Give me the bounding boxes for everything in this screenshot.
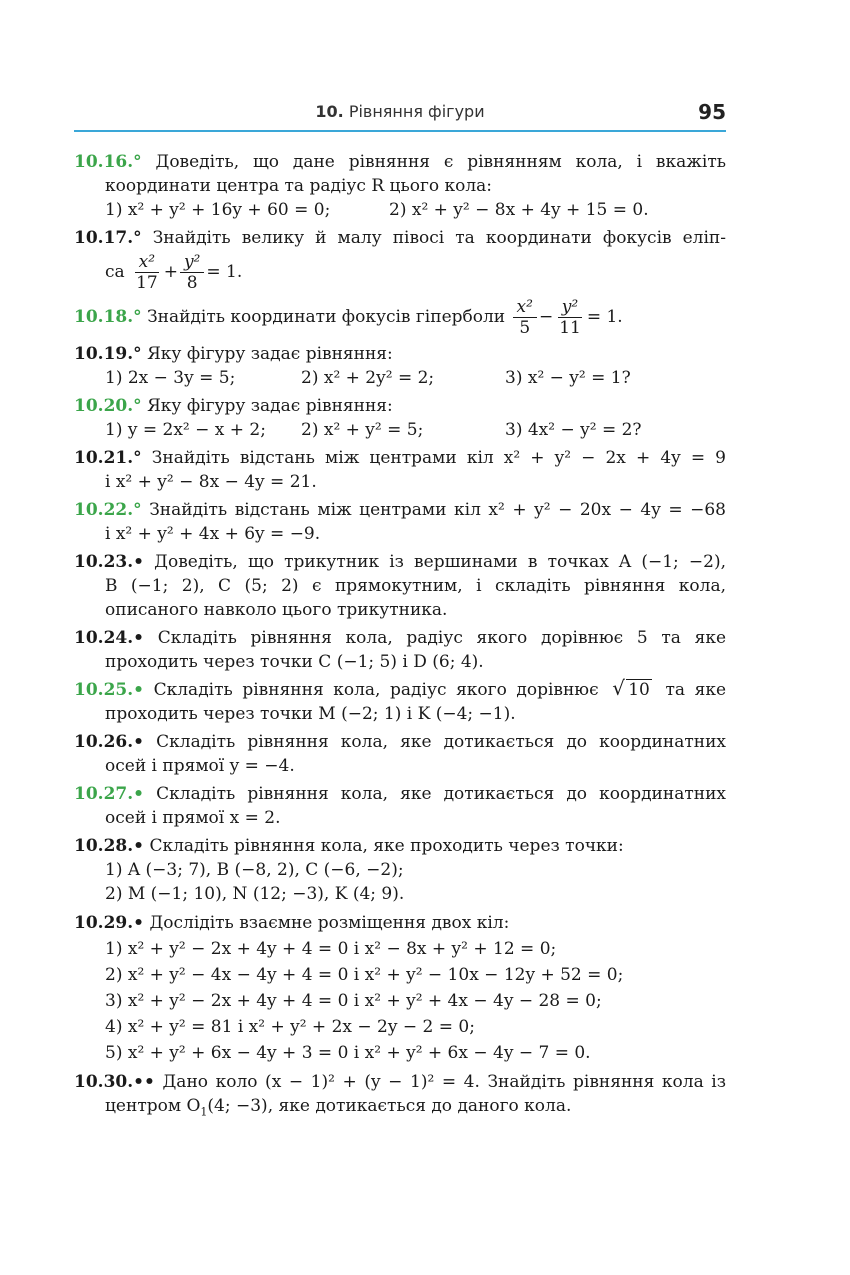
item-2: 2) x² + y² − 4x − 4y + 4 = 0 і x² + y² − 10x − 12y + 52 = 0; (105, 965, 624, 985)
exercise-10-22 (74, 498, 726, 546)
exercise-10-18: 10.18.° Знайдіть координати фокусів гіперболи $\frac{\text{x²}}{5}$ − $\frac{\text{y²}}{11}$ = 1. (74, 297, 623, 338)
exercise-list (74, 150, 726, 1128)
fraction: $\frac{\text{x²}}{5}$ (513, 297, 537, 338)
equation-rhs: = 1. (206, 262, 243, 282)
item-1: 1) y = 2x² − x + 2; (105, 420, 266, 440)
item-3: 3) 4x² − y² = 2? (505, 420, 642, 440)
exercise-number: 10.28.• (74, 836, 145, 856)
item-3: 3) x² + y² − 2x + 4y + 4 = 0 і x² + y² + 4x − 4y − 28 = 0; (105, 991, 602, 1011)
exercise-text-cont: проходить через точки C (−1; 5) і D (6; 4). (105, 652, 484, 672)
exercise-10-19 (74, 342, 726, 390)
chapter-number: 10. (315, 102, 344, 121)
exercise-text: Складіть рівняння кола, яке проходить через точки: (149, 836, 624, 856)
exercise-number: 10.24.• (74, 628, 145, 648)
square-root: √ 10 (612, 678, 652, 702)
exercise-10-29 (74, 910, 726, 1066)
exercise-text-cont: описаного навколо цього трикутника. (105, 600, 448, 620)
exercise-text: Яку фігуру задає рівняння: (147, 396, 393, 416)
exercise-number: 10.17.° (74, 228, 142, 248)
exercise-text: Дослідіть взаємне розміщення двох кіл: (149, 913, 510, 933)
page-number: 95 (698, 100, 726, 124)
exercise-text-cont: центром $O_1(4$; −3), яке дотикається до даного кола. (105, 1096, 572, 1119)
item-2: 2) x² + y² = 5; (301, 420, 424, 440)
exercise-text-cont: і x² + y² − 8x − 4y = 21. (105, 472, 317, 492)
exercise-text: Яку фігуру задає рівняння: (147, 344, 393, 364)
item-2: 2) M (−1; 10), N (12; −3), K (4; 9). (105, 884, 405, 904)
equation-rhs: = 1. (586, 307, 623, 327)
fraction: $\frac{\text{y²}}{11}$ (559, 297, 581, 338)
exercise-10-16 (74, 150, 726, 222)
exercise-text-cont: осей і прямої y = −4. (105, 756, 295, 776)
exercise-text: Складіть рівняння кола, радіус якого дорівнює 5 та яке (157, 628, 726, 648)
running-title (74, 102, 726, 121)
exercise-10-24 (74, 626, 726, 674)
exercise-text: Знайдіть відстань між центрами кіл x² + y² − 2x + 4y = 9 (151, 448, 726, 468)
exercise-number: 10.30.•• (74, 1072, 155, 1092)
item-4: 4) x² + y² = 81 і x² + y² + 2x − 2y − 2 = 0; (105, 1017, 475, 1037)
exercise-number: 10.25.• (74, 680, 145, 700)
exercise-number: 10.16.° (74, 152, 142, 172)
exercise-number: 10.22.° (74, 500, 142, 520)
item-1: 1) x² + y² + 16y + 60 = 0; (105, 200, 331, 220)
page-header (74, 100, 726, 132)
exercise-10-23 (74, 550, 726, 622)
chapter-title: Рівняння фігури (348, 102, 485, 121)
fraction: $\frac{\text{x²}}{17}$ (136, 252, 158, 293)
exercise-text: Знайдіть відстань між центрами кіл x² + y² − 20x − 4y = −68 (149, 500, 726, 520)
item-1: 1) A (−3; 7), B (−8, 2), C (−6, −2); (105, 860, 404, 880)
exercise-text-cont: B (−1; 2), C (5; 2) є прямокутним, і складіть рівняння кола, (105, 576, 726, 596)
exercise-number: 10.18.° (74, 307, 142, 327)
exercise-text: Доведіть, що трикутник із вершинами в точках A (−1; −2), (154, 552, 727, 572)
item-5: 5) x² + y² + 6x − 4y + 3 = 0 і x² + y² + 6x − 4y − 7 = 0. (105, 1043, 591, 1063)
exercise-10-20 (74, 394, 726, 442)
exercise-text: Складіть рівняння кола, яке дотикається до координатних (156, 784, 727, 804)
item-1: 1) 2x − 3y = 5; (105, 368, 236, 388)
exercise-text: Доведіть, що дане рівняння є рівнянням кола, і вкажіть (155, 152, 726, 172)
exercise-number: 10.29.• (74, 913, 145, 933)
exercise-10-26 (74, 730, 726, 778)
exercise-number: 10.26.• (74, 732, 145, 752)
exercise-10-27 (74, 782, 726, 830)
item-1: 1) x² + y² − 2x + 4y + 4 = 0 і x² − 8x + y² + 12 = 0; (105, 939, 557, 959)
exercise-text-cont: і x² + y² + 4x + 6y = −9. (105, 524, 321, 544)
exercise-number: 10.23.• (74, 552, 145, 572)
item-2: 2) x² + 2y² = 2; (301, 368, 435, 388)
exercise-10-25 (74, 678, 726, 726)
exercise-text-cont: координати центра та радіус R цього кола: (105, 176, 493, 196)
exercise-text: Знайдіть координати фокусів гіперболи (147, 307, 506, 327)
exercise-10-17: 10.17.° Знайдіть велику й малу півосі та координати фокусів еліп- са $\frac{\text{x²}}{17}$ + $\frac{\text{y²}}{8}$ = 1. (74, 228, 726, 293)
fraction: $\frac{\text{y²}}{8}$ (180, 252, 204, 293)
exercise-number: 10.21.° (74, 448, 142, 468)
exercise-10-30 (74, 1070, 726, 1124)
exercise-number: 10.19.° (74, 344, 142, 364)
exercise-text-cont: са (105, 262, 125, 282)
item-3: 3) x² − y² = 1? (505, 368, 631, 388)
exercise-text: Дано коло (x − 1)² + (y − 1)² = 4. Знайдіть рівняння кола із (162, 1072, 726, 1092)
exercise-10-21 (74, 446, 726, 494)
exercise-10-28 (74, 834, 726, 906)
exercise-number: 10.20.° (74, 396, 142, 416)
exercise-text-cont: проходить через точки M (−2; 1) і K (−4; −1). (105, 704, 516, 724)
exercise-number: 10.27.• (74, 784, 145, 804)
exercise-text: Складіть рівняння кола, яке дотикається до координатних (156, 732, 727, 752)
item-2: 2) x² + y² − 8x + 4y + 15 = 0. (389, 200, 649, 220)
exercise-text: Складіть рівняння кола, радіус якого дорівнює (153, 680, 599, 700)
exercise-text-cont: осей і прямої x = 2. (105, 808, 281, 828)
exercise-text: Знайдіть велику й малу півосі та координати фокусів еліп- (152, 228, 726, 248)
exercise-text-end: та яке (665, 680, 727, 700)
